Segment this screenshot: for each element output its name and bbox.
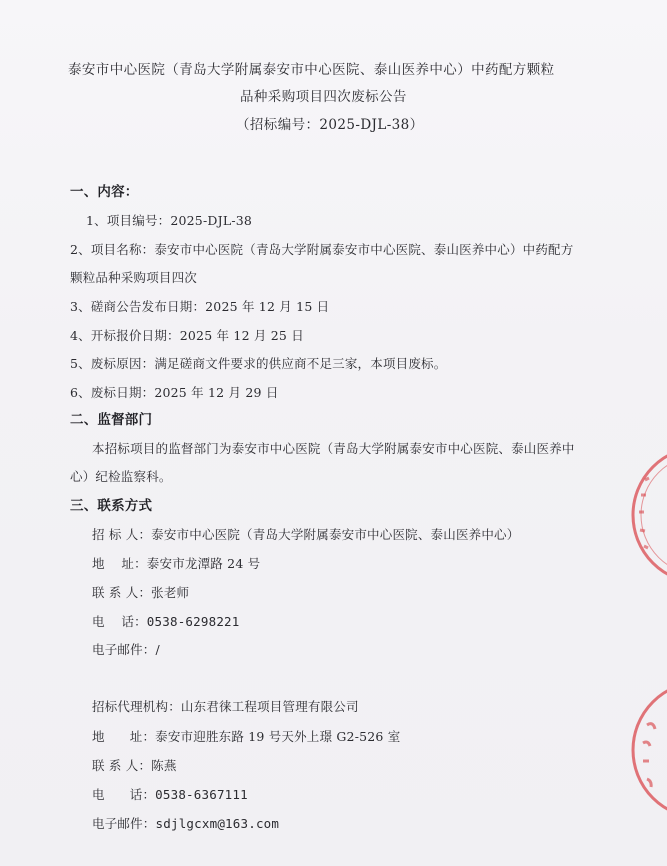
agency-phone-value: 0538-6367111 [155,787,248,802]
tenderer-row [92,527,519,543]
tenderer-contact-row [92,585,189,601]
agency-address-value: 泰安市迎胜东路 19 号天外上璟 G2-526 室 [155,729,401,744]
agency-address-label: 地 址： [92,729,156,744]
agency-value: 山东君徕工程项目管理有限公司 [180,699,359,714]
item-6: 6、废标日期：2025 年 12 月 29 日 [70,385,279,400]
item-1: 1、项目编号：2025-DJL-38 [86,213,253,228]
title-line-3: （招标编号：2025-DJL-38） [236,117,424,133]
tenderer-email-label: 电子邮件： [92,642,156,657]
agency-email-label: 电子邮件： [92,816,156,831]
agency-phone-row [92,787,248,803]
hospital-seal-icon [625,440,667,590]
item-2-line-1: 2、项目名称：泰安市中心医院（青岛大学附属泰安市中心医院、泰山医养中心）中药配方 [70,242,574,257]
tenderer-email-value: / [155,642,160,657]
agency-phone-label: 电 话： [92,787,156,802]
agency-seal-icon [625,675,667,825]
title-line-2: 品种采购项目四次废标公告 [240,89,407,105]
item-5: 5、废标原因：满足磋商文件要求的供应商不足三家，本项目废标。 [70,356,447,371]
agency-contact-label: 联 系 人： [92,758,152,773]
agency-row [92,699,359,715]
tenderer-phone-label: 电 话： [92,614,147,629]
agency-contact-value: 陈燕 [151,758,177,773]
supervision-text-line-1: 本招标项目的监督部门为泰安市中心医院（青岛大学附属泰安市中心医院、泰山医养中 [92,441,575,456]
tenderer-address-label: 地 址： [92,556,147,571]
agency-label: 招标代理机构： [92,699,181,714]
tenderer-contact-label: 联 系 人： [92,585,152,600]
tenderer-address-row [92,556,260,572]
item-3: 3、磋商公告发布日期：2025 年 12 月 15 日 [70,299,330,314]
tenderer-address-value: 泰安市龙潭路 24 号 [146,556,261,571]
section-2-heading: 二、监督部门 [70,412,153,428]
agency-contact-row [92,758,177,774]
agency-address-row [92,729,400,745]
tenderer-label: 招 标 人： [92,527,152,542]
title-line-1: 泰安市中心医院（青岛大学附属泰安市中心医院、泰山医养中心）中药配方颗粒 [68,62,555,78]
supervision-text-line-2: 心）纪检监察科。 [70,469,172,484]
agency-email-row [92,816,279,832]
tenderer-value: 泰安市中心医院（青岛大学附属泰安市中心医院、泰山医养中心） [151,527,520,542]
section-1-heading: 一、内容： [70,184,139,200]
section-3-heading: 三、联系方式 [70,498,153,514]
tenderer-phone-row [92,614,240,630]
item-2-line-2: 颗粒品种采购项目四次 [70,270,198,285]
tenderer-phone-value: 0538-6298221 [146,614,240,629]
item-4: 4、开标报价日期：2025 年 12 月 25 日 [70,328,304,343]
tenderer-contact-value: 张老师 [151,585,190,600]
agency-email-value: sdjlgcxm@163.com [155,816,280,831]
tenderer-email-row [92,642,160,658]
